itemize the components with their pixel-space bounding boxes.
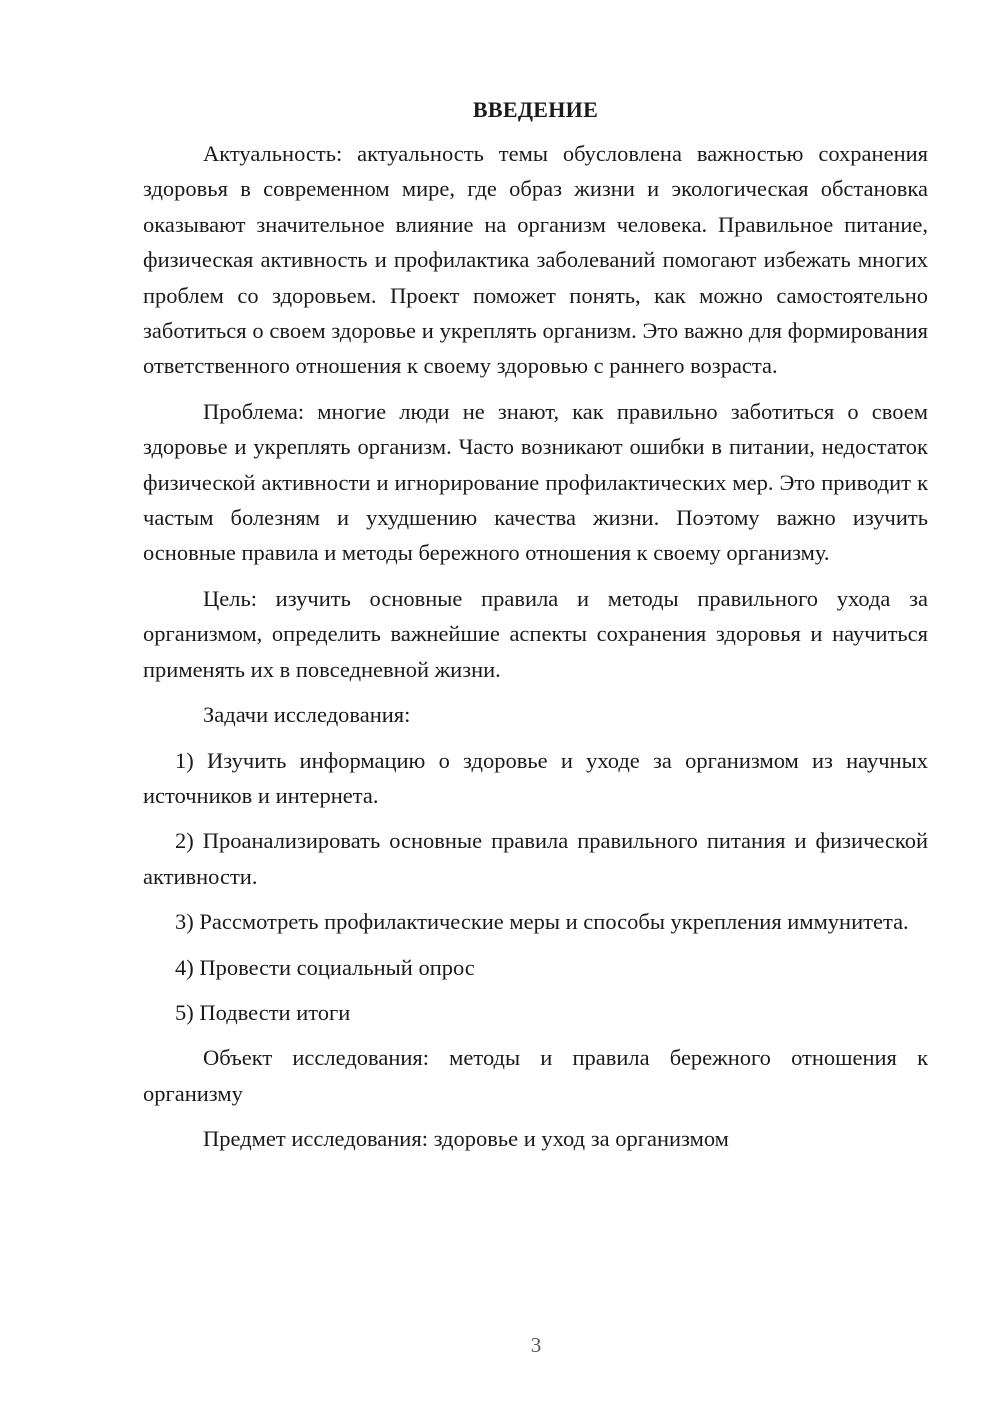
subject-paragraph: Предмет исследования: здоровье и уход за организмом bbox=[203, 1126, 729, 1152]
page-number: 3 bbox=[530, 1333, 542, 1357]
list-item: 5) Подвести итоги bbox=[175, 999, 351, 1025]
problem-paragraph: Проблема: многие люди не знают, как правильно заботиться о своем здоровье и укреплять организм. Часто возникают ошибки в питании, недостаток физической активности и игнорирование профилактических мер. Это приводит к частым болезням и ухудшению качества жизни. Поэтому важно изучить основные правила и методы бережного отношения к своему организму. bbox=[143, 398, 928, 566]
list-item: 1) Изучить информацию о здоровье и уходе за организмом из научных источников и интернета. bbox=[143, 747, 928, 808]
goal-paragraph: Цель: изучить основные правила и методы правильного ухода за организмом, определить важнейшие аспекты сохранения здоровья и научиться применять их в повседневной жизни. bbox=[143, 585, 928, 682]
list-item: 3) Рассмотреть профилактические меры и способы укрепления иммунитета. bbox=[175, 909, 909, 935]
relevance-paragraph: Актуальность: актуальность темы обусловлена важностью сохранения здоровья в современном мире, где образ жизни и экологическая обстановка оказывают значительное влияние на организм человека. Правильное питание, физическая активность и профилактика заболеваний помогают избежать многих проблем со здоровьем. Проект поможет понять, как можно самостоятельно заботиться о своем здоровье и укреплять организм. Это важно для формирования ответственного отношения к своему здоровью с раннего возраста. bbox=[143, 141, 928, 379]
tasks-list bbox=[143, 743, 928, 1031]
page-title: ВВЕДЕНИЕ bbox=[472, 97, 599, 122]
list-item: 4) Провести социальный опрос bbox=[175, 954, 475, 980]
tasks-heading: Задачи исследования: bbox=[203, 702, 411, 728]
list-item: 2) Проанализировать основные правила правильного питания и физической активности. bbox=[143, 828, 928, 889]
document-page bbox=[143, 96, 928, 1167]
object-paragraph: Объект исследования: методы и правила бережного отношения к организму bbox=[143, 1045, 928, 1106]
